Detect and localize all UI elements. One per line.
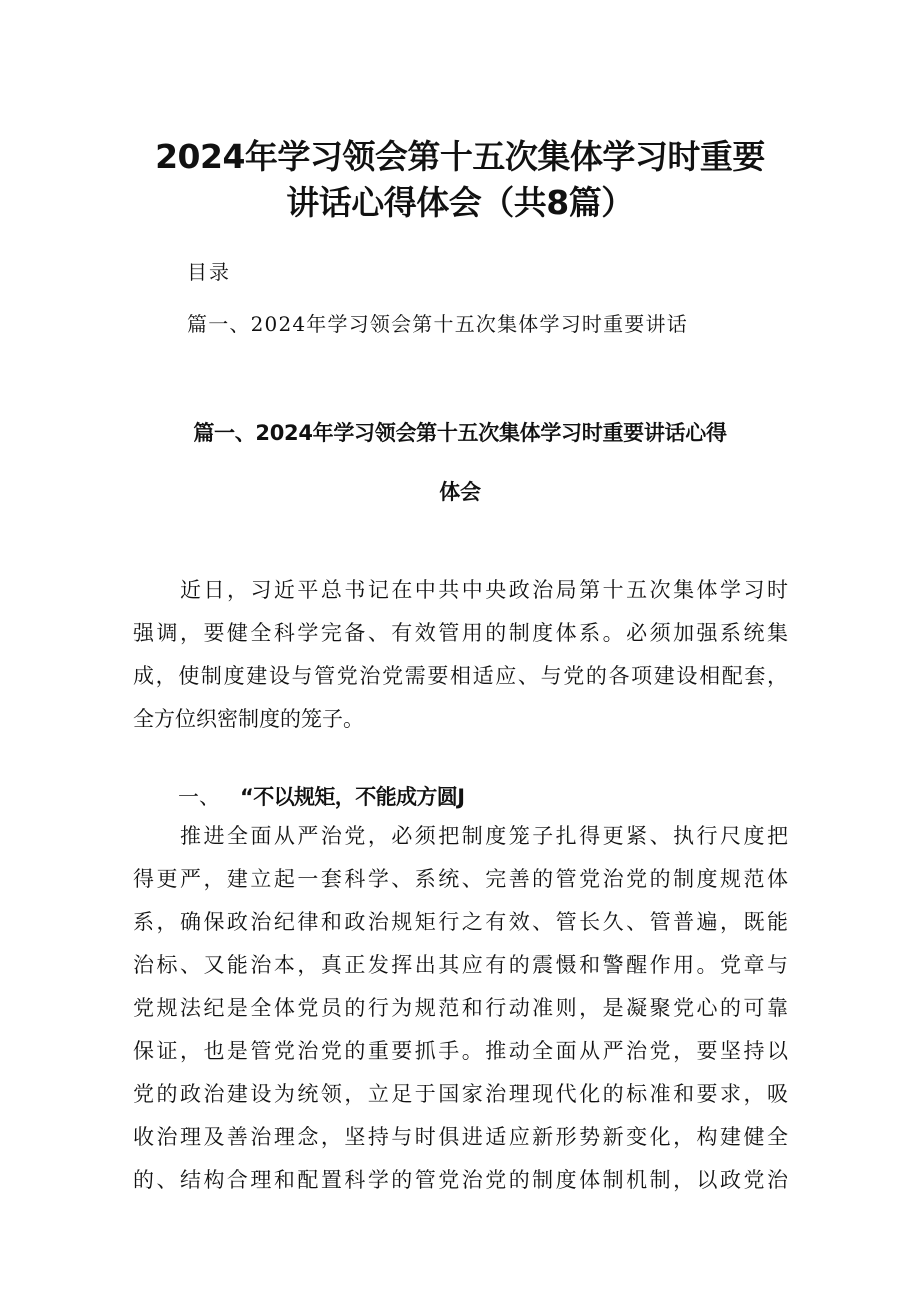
paragraph-2-line: 推进全面从严治党，必须把制度笼子扎得更紧、执行尺度把: [180, 824, 788, 848]
paragraph-2-line: 党的政治建设为统领，立足于国家治理现代化的标准和要求，吸: [133, 1082, 788, 1106]
section-title-line-1: 篇一、2024年学习领会第十五次集体学习时重要讲话心得: [193, 421, 727, 445]
section-title-line-2: 体会: [439, 480, 481, 504]
document-title-line-2: 讲话心得体会（共8篇）: [286, 183, 634, 222]
subheading-text: “不以规矩，不能成方圆J: [240, 785, 465, 809]
toc-item-1[interactable]: 篇一、2024年学习领会第十五次集体学习时重要讲话: [187, 312, 688, 336]
paragraph-2-line: 保证，也是管党治党的重要抓手。推动全面从严治党，要坚持以: [133, 1039, 788, 1063]
paragraph-2-line: 收治理及善治理念，坚持与时俱进适应新形势新变化，构建健全: [133, 1125, 788, 1149]
paragraph-2-line: 党规法纪是全体党员的行为规范和行动准则，是凝聚党心的可靠: [133, 996, 788, 1020]
paragraph-2-line: 的、结构合理和配置科学的管党治党的制度体制机制，以政党治: [133, 1168, 788, 1192]
document-title-line-1: 2024年学习领会第十五次集体学习时重要: [155, 137, 765, 176]
paragraph-1-line: 强调，要健全科学完备、有效管用的制度体系。必须加强系统集: [133, 621, 788, 645]
subheading-number: 一、: [178, 785, 220, 809]
paragraph-1-line: 近日，习近平总书记在中共中央政治局第十五次集体学习时: [180, 578, 788, 602]
paragraph-2-line: 治标、又能治本，真正发挥出其应有的震慑和警醒作用。党章与: [133, 953, 788, 977]
paragraph-1-line: 全方位织密制度的笼子。: [133, 707, 364, 731]
paragraph-2-line: 系，确保政治纪律和政治规矩行之有效、管长久、管普遍，既能: [133, 910, 788, 934]
toc-label: 目录: [187, 260, 231, 284]
subheading-1: [178, 787, 464, 808]
paragraph-2-line: 得更严，建立起一套科学、系统、完善的管党治党的制度规范体: [133, 867, 788, 891]
paragraph-1-line: 成，使制度建设与管党治党需要相适应、与党的各项建设相配套，: [133, 664, 788, 688]
